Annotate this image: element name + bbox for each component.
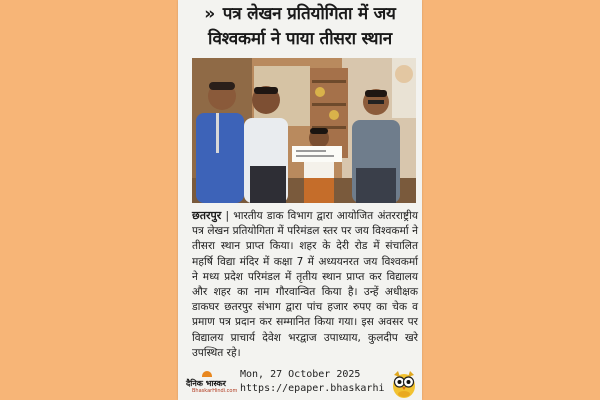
news-photo [192, 58, 416, 203]
headline-line-2: विश्वकर्मा ने पाया तीसरा स्थान [208, 29, 392, 49]
clipping-footer [178, 368, 422, 400]
article-dateline: छतरपुर [192, 209, 222, 222]
owl-icon [391, 369, 417, 399]
article-body [192, 208, 418, 361]
newspaper-clipping [178, 0, 422, 400]
headline [184, 2, 416, 52]
publisher-logo [182, 372, 238, 396]
article-paragraph: भारतीय डाक विभाग द्वारा आयोजित अंतरराष्ट्रीय पत्र लेखन प्रतियोगिता में परिमंडल स्तर पर जय विश्वकर्मा ने तीसरा स्थान प्राप्त किया। शहर के देरी रोड में संचालित महर्षि विद्या मंदिर में कक्षा 7 में अध्ययनरत जय विश्वकर्मा ने मध्य प्रदेश परिमंडल में तृतीय स्थान प्राप्त कर विद्यालय और शहर का नाम गौरवान्वित किया है। उन्हें अधीक्षक डाकघर छतरपुर संभाग द्वारा पांच हजार रुपए का चेक व प्रमाण पत्र प्रदान कर सम्मानित किया गया। इस अवसर पर विद्यालय प्राचार्य देवेश भरद्वाज उपाध्याय, कुलदीप खरे उपस्थित रहे। [192, 210, 418, 359]
publisher-website: BhaskarHindi.com [192, 388, 238, 394]
headline-text-1: पत्र लेखन प्रतियोगिता में जय [222, 4, 396, 24]
publisher-name: दैनिक भास्कर [186, 379, 226, 388]
edition-date: Mon, 27 October 2025 [240, 369, 361, 380]
photo-illustration [192, 58, 416, 203]
epaper-url: https://epaper.bhaskarhi [240, 383, 385, 394]
sun-icon [202, 371, 212, 377]
double-chevron-icon: » [204, 4, 216, 24]
dateline-separator: | [225, 210, 230, 222]
headline-line-1 [184, 2, 416, 27]
